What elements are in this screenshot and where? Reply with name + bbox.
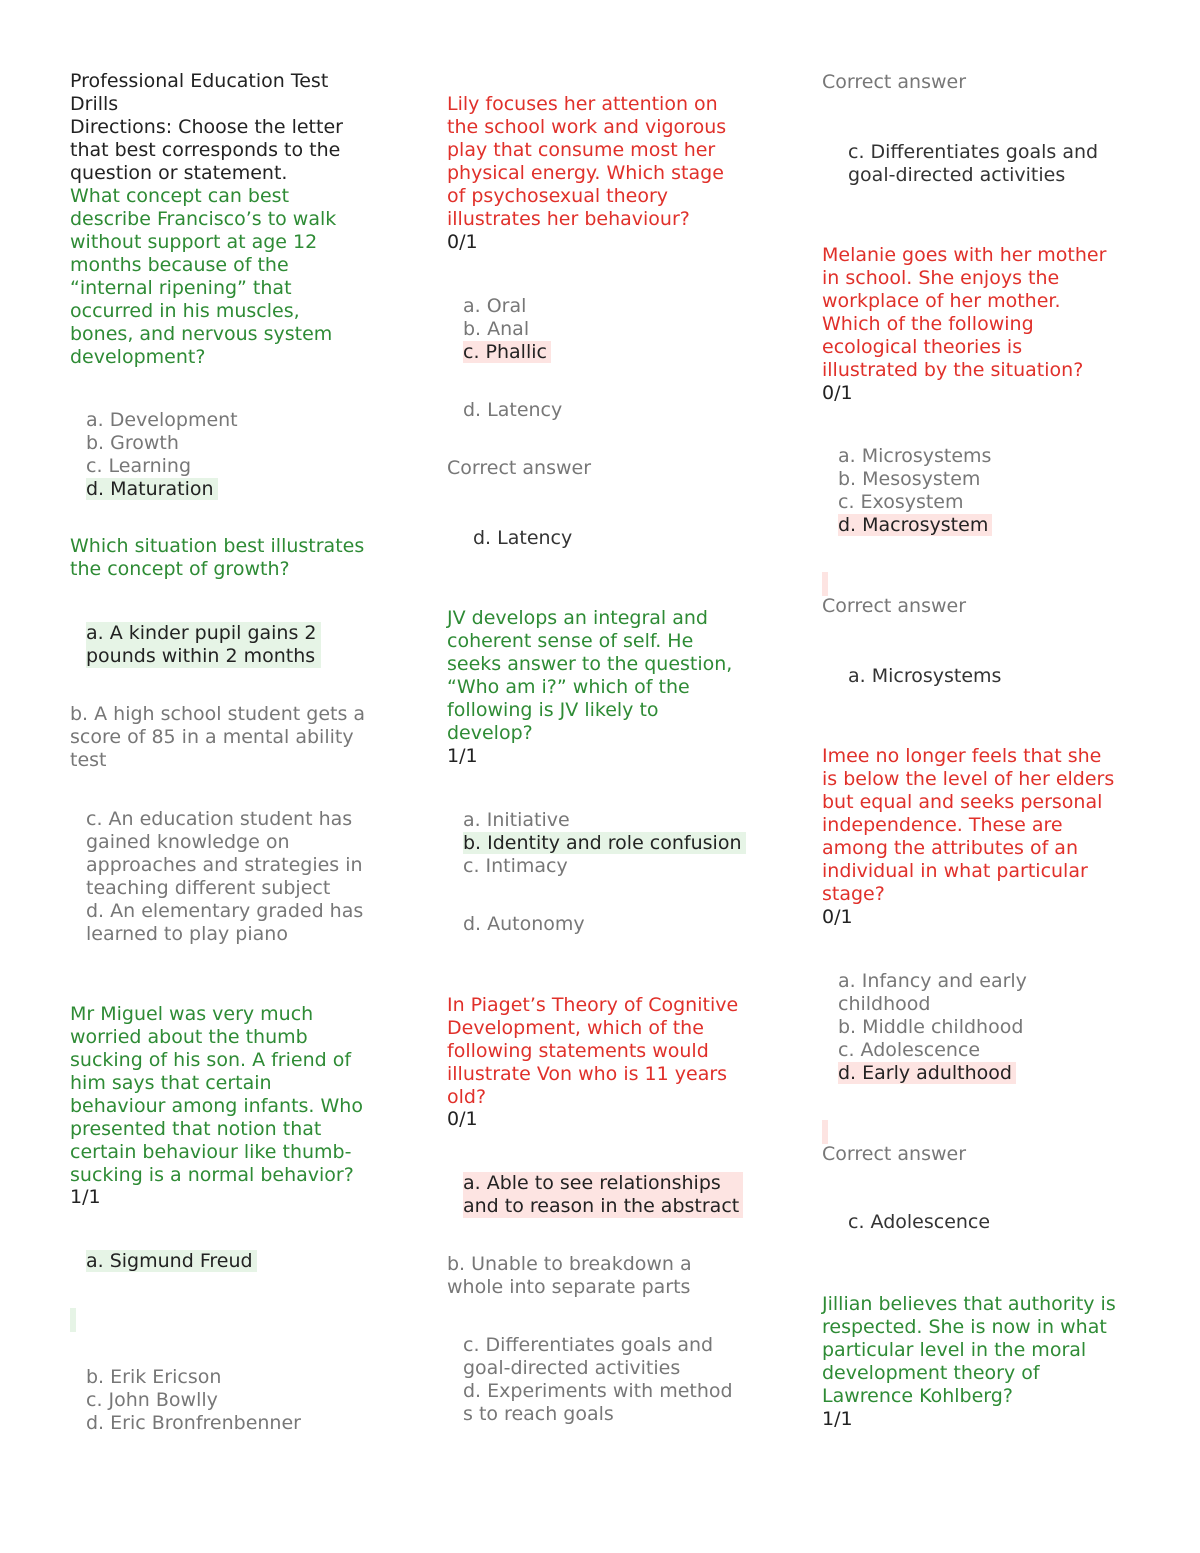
q8-correct-label: Correct answer bbox=[822, 1143, 967, 1165]
q4-correct-label: Correct answer bbox=[447, 457, 592, 479]
directions: Directions: Choose the letter that best corresponds to the question or statement. bbox=[70, 116, 343, 184]
q8-selected-answer: d. Early adulthood bbox=[838, 1062, 1016, 1084]
q1-option-b[interactable]: b. Growth bbox=[86, 432, 179, 454]
q5-score: 1/1 bbox=[447, 745, 478, 767]
q6-question: In Piaget’s Theory of Cognitive Development, which of the following statements would illustrate Von who is 11 years old? bbox=[447, 994, 739, 1108]
doc-title: Professional Education Test Drills bbox=[70, 70, 329, 115]
q1-question: What concept can best describe Francisco’s to walk without support at age 12 months because of the “internal ripening” that occurred in his muscles, bones, and nervous system development? bbox=[70, 185, 337, 368]
q7-correct-answer: a. Microsystems bbox=[848, 665, 1002, 687]
q4-option-d[interactable]: d. Latency bbox=[463, 399, 563, 421]
q3-options-b-d[interactable]: b. Erik Ericson c. John Bowlly d. Eric Bronfrenbenner bbox=[86, 1366, 301, 1434]
q1-option-c[interactable]: c. Learning bbox=[86, 455, 192, 477]
q7-options-a-c[interactable]: a. Microsystems b. Mesosystem c. Exosystem bbox=[838, 445, 992, 513]
q3-option-a-selected[interactable] bbox=[86, 1250, 257, 1273]
q6-correct-answer: c. Differentiates goals and goal-directed activities bbox=[848, 141, 1099, 186]
q2-option-a-selected[interactable]: a. A kinder pupil gains 2 pounds within 2 months bbox=[86, 622, 321, 668]
feedback-marker bbox=[822, 572, 828, 596]
q2-options-c-d[interactable]: c. An education student has gained knowledge on approaches and strategies in teaching different subject d. An elementary graded has learned to play piano bbox=[86, 808, 364, 945]
q7-score: 0/1 bbox=[822, 382, 853, 404]
q6-options-c-d[interactable]: c. Differentiates goals and goal-directed activities d. Experiments with method s to reach goals bbox=[463, 1334, 733, 1425]
q1-option-a[interactable]: a. Development bbox=[86, 409, 238, 431]
feedback-marker bbox=[822, 1120, 828, 1144]
q6-option-b[interactable]: b. Unable to breakdown a whole into separate parts bbox=[447, 1253, 692, 1298]
q4-options-a-b[interactable]: a. Oral b. Anal bbox=[463, 295, 530, 340]
q2-option-b[interactable]: b. A high school student gets a score of 85 in a mental ability test bbox=[70, 703, 366, 771]
q8-option-d-selected[interactable] bbox=[838, 1062, 1016, 1085]
q8-options-a-c[interactable]: a. Infancy and early childhood b. Middle childhood c. Adolescence bbox=[838, 970, 1027, 1061]
q4-correct-answer: d. Latency bbox=[473, 527, 573, 549]
q5-selected-answer: b. Identity and role confusion bbox=[463, 832, 746, 854]
q4-selected-answer: c. Phallic bbox=[463, 341, 551, 363]
feedback-marker bbox=[70, 1308, 76, 1332]
q4-option-c-selected[interactable] bbox=[463, 341, 551, 364]
q5-option-c[interactable]: c. Intimacy bbox=[463, 855, 568, 877]
q4-question: Lily focuses her attention on the school work and vigorous play that consume most her physical energy. Which stage of psychosexual theory illustrates her behaviour? bbox=[447, 93, 727, 230]
q7-question: Melanie goes with her mother in school. She enjoys the workplace of her mother. Which of the following ecological theories is illustrated by the situation? bbox=[822, 244, 1107, 381]
q8-score: 0/1 bbox=[822, 906, 853, 928]
q7-selected-answer: d. Macrosystem bbox=[838, 514, 992, 536]
q6-correct-label: Correct answer bbox=[822, 71, 967, 93]
q6-score: 0/1 bbox=[447, 1108, 478, 1130]
q2-question: Which situation best illustrates the concept of growth? bbox=[70, 535, 365, 580]
q8-correct-answer: c. Adolescence bbox=[848, 1211, 991, 1233]
q7-option-d-selected[interactable] bbox=[838, 514, 992, 537]
q5-question: JV develops an integral and coherent sense of self. He seeks answer to the question, “Who am i?” which of the following is JV likely to develop? bbox=[447, 607, 733, 744]
q3-selected-answer: a. Sigmund Freud bbox=[86, 1250, 257, 1272]
q1-selected-answer: d. Maturation bbox=[86, 478, 218, 500]
q6-option-a-selected[interactable]: a. Able to see relationships and to reason in the abstract bbox=[463, 1172, 743, 1218]
q5-option-a[interactable]: a. Initiative bbox=[463, 809, 570, 831]
q3-question: Mr Miguel was very much worried about the thumb sucking of his son. A friend of him says that certain behaviour among infants. Who presented that notion that certain behaviour like thumb- sucking is a normal behavior? bbox=[70, 1003, 363, 1186]
q3-score: 1/1 bbox=[70, 1186, 101, 1208]
q9-question: Jillian believes that authority is respected. She is now in what particular level in the moral development theory of Lawrence Kohlberg? bbox=[822, 1293, 1116, 1407]
q4-score: 0/1 bbox=[447, 231, 478, 253]
q5-option-d[interactable]: d. Autonomy bbox=[463, 913, 585, 935]
q5-option-b-selected[interactable] bbox=[463, 832, 746, 855]
q1-option-d-selected[interactable] bbox=[86, 478, 218, 501]
q8-question: Imee no longer feels that she is below the level of her elders but equal and seeks personal independence. These are among the attributes of an individual in what particular stage? bbox=[822, 745, 1115, 905]
q9-score: 1/1 bbox=[822, 1408, 853, 1430]
q7-correct-label: Correct answer bbox=[822, 595, 967, 617]
